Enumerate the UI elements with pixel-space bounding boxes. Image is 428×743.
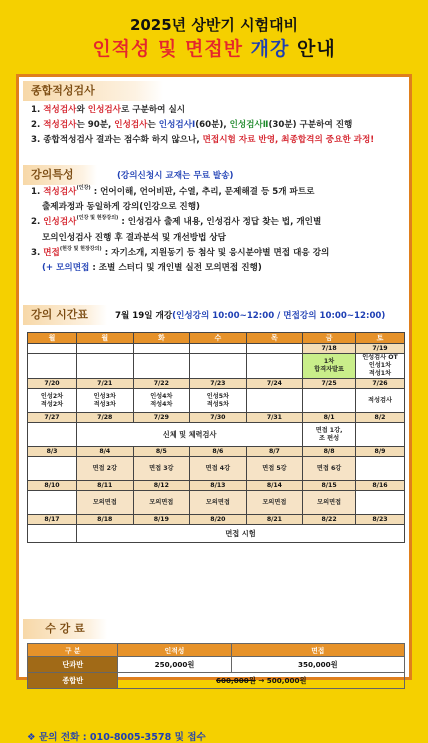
t: 로 구분하여 실시 bbox=[120, 105, 186, 115]
class-cell: 모의면접 bbox=[303, 491, 356, 515]
fee-col-header: 구 분 bbox=[28, 644, 118, 657]
fee-row bbox=[28, 657, 405, 673]
date-cell: 8/16 bbox=[355, 481, 404, 491]
interview-exam-cell: 면접 시험 bbox=[77, 525, 405, 543]
t: 인성검사Ⅱ bbox=[229, 120, 269, 131]
t: 는 90분, bbox=[76, 120, 115, 131]
t: (30분) 구분하여 진행 bbox=[268, 120, 353, 131]
section-label: 수 강 료 bbox=[23, 619, 107, 639]
schedule-table bbox=[27, 332, 405, 543]
t: 적성1차 bbox=[368, 370, 392, 377]
title-part: 및 bbox=[150, 38, 185, 60]
t: (인성강의 10:00~12:00 / 면접강의 10:00~12:00) bbox=[172, 311, 386, 321]
t: 2. bbox=[31, 120, 44, 131]
t: 2. bbox=[31, 217, 44, 228]
class-cell: 모의면접 bbox=[77, 491, 134, 515]
day-header: 목 bbox=[246, 333, 303, 344]
date-cell: 8/19 bbox=[133, 515, 190, 525]
text-line bbox=[31, 185, 403, 200]
text-line bbox=[31, 246, 403, 261]
day-header: 화 bbox=[133, 333, 190, 344]
aptitude-lines bbox=[31, 103, 403, 149]
class-row bbox=[28, 423, 405, 447]
date-cell bbox=[28, 344, 77, 354]
date-cell: 7/29 bbox=[133, 413, 190, 423]
date-cell: 7/21 bbox=[77, 379, 134, 389]
header-subtitle: 2025년 상반기 시험대비 bbox=[129, 16, 299, 34]
title-part: 개강 bbox=[243, 38, 290, 60]
t: 적성검사 bbox=[43, 120, 77, 131]
day-header: 월 bbox=[28, 333, 77, 344]
t: 적성5차 bbox=[206, 400, 229, 408]
date-cell: 8/15 bbox=[303, 481, 356, 491]
fee-col-header: 인적성 bbox=[118, 644, 231, 657]
date-cell bbox=[77, 344, 134, 354]
t: 적성3차 bbox=[93, 400, 116, 408]
date-cell: 8/13 bbox=[190, 481, 247, 491]
t: 7월 19일 개강 bbox=[115, 311, 173, 321]
date-cell: 7/19 bbox=[355, 344, 404, 354]
t: 면접 bbox=[43, 247, 60, 258]
date-cell: 8/8 bbox=[303, 447, 356, 457]
class-cell bbox=[28, 354, 77, 379]
date-cell: 7/22 bbox=[133, 379, 190, 389]
section-label: 종합적성검사 bbox=[23, 81, 163, 101]
date-cell: 7/31 bbox=[246, 413, 303, 423]
schedule-subtitle bbox=[115, 309, 385, 321]
t: (현강 및 현장강의) bbox=[59, 245, 102, 252]
class-row bbox=[28, 457, 405, 481]
class-cell bbox=[77, 354, 134, 379]
class-cell: 모의면접 bbox=[133, 491, 190, 515]
course-lines bbox=[31, 185, 403, 276]
date-cell: 8/11 bbox=[77, 481, 134, 491]
t: 적성검사 bbox=[43, 105, 77, 115]
class-cell: 적성검사 bbox=[355, 389, 404, 413]
t: 인성검사 bbox=[114, 120, 148, 131]
class-cell bbox=[133, 389, 190, 413]
text-line: 모의인성검사 진행 후 결과분석 및 개선방법 상담 bbox=[42, 232, 226, 243]
t: : 자기소개, 지원동기 등 첨삭 및 응시분야별 면접 대응 강의 bbox=[101, 247, 330, 258]
t: 와 bbox=[76, 105, 88, 115]
class-cell bbox=[28, 423, 77, 447]
class-cell bbox=[303, 423, 356, 447]
t: 인성3차 bbox=[93, 392, 116, 400]
t: 인성검사 bbox=[43, 217, 77, 228]
t: 는 bbox=[147, 120, 159, 131]
date-cell: 8/2 bbox=[355, 413, 404, 423]
class-cell: 모의면접 bbox=[246, 491, 303, 515]
text-line bbox=[31, 215, 403, 230]
date-cell: 8/20 bbox=[190, 515, 247, 525]
t: 조 편성 bbox=[319, 434, 340, 442]
class-cell bbox=[77, 389, 134, 413]
date-cell bbox=[133, 344, 190, 354]
class-cell bbox=[28, 389, 77, 413]
t: (인강) bbox=[76, 185, 91, 191]
title-part: 안내 bbox=[289, 38, 336, 60]
date-cell: 7/30 bbox=[190, 413, 247, 423]
t: 면접시험 자료 반영, 최종합격의 중요한 과정! bbox=[202, 135, 375, 146]
date-cell: 8/1 bbox=[303, 413, 356, 423]
t: : 인성검사 출제 내용, 인성검사 정답 찾는 법, 개인별 bbox=[118, 217, 322, 228]
class-cell bbox=[28, 457, 77, 481]
class-row bbox=[28, 491, 405, 515]
t: 인성4차 bbox=[150, 392, 173, 400]
day-header: 토 bbox=[355, 333, 404, 344]
text-line bbox=[31, 261, 403, 276]
t: 3. bbox=[31, 135, 44, 146]
section-label: 강의 시간표 bbox=[23, 305, 107, 325]
notice-panel bbox=[16, 74, 412, 743]
date-cell: 8/21 bbox=[246, 515, 303, 525]
fee-table bbox=[27, 643, 405, 689]
t: 합격자발표 bbox=[314, 366, 345, 373]
class-row bbox=[28, 354, 405, 379]
t: 적성검사 bbox=[43, 187, 77, 197]
day-header: 금 bbox=[303, 333, 356, 344]
fee-value: 250,000원 bbox=[118, 657, 231, 673]
title-part: 면접반 bbox=[184, 38, 244, 60]
header bbox=[0, 0, 428, 64]
text-line bbox=[31, 118, 403, 133]
class-row bbox=[28, 389, 405, 413]
class-cell: 면접 6강 bbox=[303, 457, 356, 481]
day-header: 수 bbox=[190, 333, 247, 344]
date-cell: 8/23 bbox=[355, 515, 404, 525]
fee-header-row bbox=[28, 644, 405, 657]
t: 인성검사 bbox=[87, 105, 121, 115]
date-cell: 8/14 bbox=[246, 481, 303, 491]
t: 종합적성검사 결과는 점수화 하지 않으나, bbox=[43, 135, 203, 146]
t: 인성검사Ⅰ bbox=[158, 120, 196, 131]
t: 인성검사 OT bbox=[362, 354, 398, 361]
arrow: → bbox=[255, 675, 267, 685]
fee-value: 350,000원 bbox=[231, 657, 404, 673]
text-line bbox=[31, 103, 403, 118]
old-price: 600,000원 bbox=[216, 675, 256, 685]
text-line bbox=[31, 133, 403, 148]
class-cell bbox=[355, 423, 404, 447]
class-cell bbox=[190, 389, 247, 413]
class-cell bbox=[355, 354, 404, 379]
t: 인성1차 bbox=[368, 362, 392, 369]
t: 3. bbox=[31, 247, 44, 258]
section-label: 강의특성 bbox=[23, 165, 97, 185]
class-row bbox=[28, 525, 405, 543]
t: (인강 및 현장강의) bbox=[76, 215, 119, 222]
t: 1차 bbox=[323, 358, 335, 365]
date-row bbox=[28, 379, 405, 389]
date-cell bbox=[246, 344, 303, 354]
fee-value bbox=[118, 673, 405, 689]
fee-row-label: 단과반 bbox=[28, 657, 118, 673]
t: (+ 모의면접 bbox=[42, 263, 90, 274]
date-row bbox=[28, 447, 405, 457]
table-header-row bbox=[28, 333, 405, 344]
fee-col-header: 면접 bbox=[231, 644, 404, 657]
date-cell: 8/5 bbox=[133, 447, 190, 457]
class-cell bbox=[303, 354, 356, 379]
date-cell: 8/22 bbox=[303, 515, 356, 525]
contact-info: ❖ 문의 전화 : 010-8005-3578 및 접수 bbox=[27, 732, 206, 743]
t: 면접 1강, bbox=[315, 426, 343, 434]
date-cell: 8/4 bbox=[77, 447, 134, 457]
date-cell: 8/3 bbox=[28, 447, 77, 457]
date-cell: 7/18 bbox=[303, 344, 356, 354]
t: 적성2차 bbox=[40, 400, 64, 408]
date-cell: 7/28 bbox=[77, 413, 134, 423]
t: : 조별 스터디 및 개인별 실전 모의면접 진행) bbox=[89, 263, 262, 274]
date-row bbox=[28, 413, 405, 423]
date-cell: 7/24 bbox=[246, 379, 303, 389]
date-cell: 7/25 bbox=[303, 379, 356, 389]
physical-test-cell: 신체 및 체력검사 bbox=[77, 423, 303, 447]
fee-row bbox=[28, 673, 405, 689]
class-cell bbox=[355, 491, 404, 515]
class-cell bbox=[133, 354, 190, 379]
class-cell bbox=[303, 389, 356, 413]
class-cell: 모의면접 bbox=[190, 491, 247, 515]
date-row bbox=[28, 481, 405, 491]
date-cell bbox=[190, 344, 247, 354]
t: 적성4차 bbox=[150, 400, 173, 408]
date-cell: 8/10 bbox=[28, 481, 77, 491]
class-cell: 면접 3강 bbox=[133, 457, 190, 481]
date-row bbox=[28, 344, 405, 354]
date-cell: 8/9 bbox=[355, 447, 404, 457]
t: 1. bbox=[31, 187, 44, 197]
t: (60분), bbox=[195, 120, 230, 131]
date-cell: 7/27 bbox=[28, 413, 77, 423]
page-title bbox=[0, 34, 428, 61]
t: 1. bbox=[31, 105, 44, 115]
date-cell: 8/18 bbox=[77, 515, 134, 525]
date-row bbox=[28, 515, 405, 525]
date-cell: 7/26 bbox=[355, 379, 404, 389]
class-cell bbox=[246, 354, 303, 379]
new-price: 500,000원 bbox=[266, 675, 307, 685]
day-header: 월 bbox=[77, 333, 134, 344]
t: 인성2차 bbox=[40, 392, 64, 400]
t: 인성5차 bbox=[206, 392, 229, 400]
fee-row-label: 종합반 bbox=[28, 673, 118, 689]
section-subtitle: (강의신청시 교재는 무료 발송) bbox=[117, 171, 234, 181]
date-cell: 8/12 bbox=[133, 481, 190, 491]
class-cell: 면접 5강 bbox=[246, 457, 303, 481]
date-cell: 8/17 bbox=[28, 515, 77, 525]
date-cell: 7/23 bbox=[190, 379, 247, 389]
class-cell bbox=[28, 491, 77, 515]
text-line: 출제과정과 동일하게 강의(인강으로 진행) bbox=[42, 202, 200, 213]
class-cell bbox=[190, 354, 247, 379]
class-cell bbox=[355, 457, 404, 481]
date-cell: 7/20 bbox=[28, 379, 77, 389]
class-cell bbox=[28, 525, 77, 543]
t: : 언어이해, 언어비판, 수열, 추리, 문제해결 등 5개 파트로 bbox=[90, 187, 315, 197]
date-cell: 8/6 bbox=[190, 447, 247, 457]
class-cell: 면접 4강 bbox=[190, 457, 247, 481]
title-part: 인적성 bbox=[92, 38, 151, 60]
class-cell: 면접 2강 bbox=[77, 457, 134, 481]
class-cell bbox=[246, 389, 303, 413]
date-cell: 8/7 bbox=[246, 447, 303, 457]
